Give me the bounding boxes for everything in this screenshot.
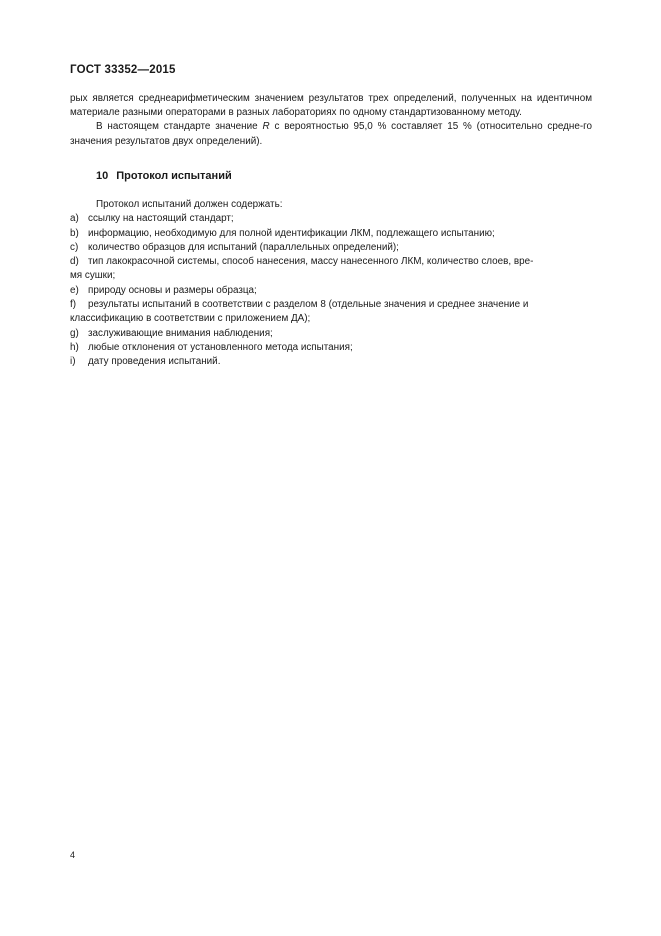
body-text-block	[70, 92, 592, 149]
requirements-list-block	[70, 198, 592, 370]
list-item-text: ссылку на настоящий стандарт;	[88, 213, 234, 225]
paragraph-text-before-symbol: В настоящем стандарте значение	[96, 121, 263, 133]
list-item-row	[70, 284, 592, 298]
list-item-marker: f)	[70, 299, 77, 311]
list-item-text: количество образцов для испытаний (параллельных определений);	[88, 241, 399, 253]
list-item	[70, 227, 592, 241]
list-item	[70, 298, 592, 327]
list-item-text: тип лакокрасочной системы, способ нанесения, массу нанесенного ЛКМ, количество слоев, вре-	[88, 256, 534, 268]
list-item	[70, 284, 592, 298]
list-item-text: результаты испытаний в соответствии с разделом 8 (отдельные значения и среднее значение и	[88, 299, 529, 311]
list-item-text: природу основы и размеры образца;	[88, 284, 257, 296]
list-item-marker: d)	[70, 256, 79, 268]
list-item	[70, 355, 592, 369]
list-item-marker: c)	[70, 241, 79, 253]
list-item-text: любые отклонения от установленного метода испытания;	[88, 341, 353, 353]
list-item-marker: a)	[70, 213, 79, 225]
list-item-row	[70, 255, 592, 269]
list-item-continuation: классификацию в соответствии с приложением ДА);	[70, 313, 311, 325]
section-heading	[96, 170, 232, 182]
list-item-row	[70, 341, 592, 355]
list-item-text: информацию, необходимую для полной идентификации ЛКМ, подлежащего испытанию;	[88, 227, 495, 239]
list-item-marker: b)	[70, 227, 79, 239]
list-item-marker: i)	[70, 356, 76, 368]
standard-header: ГОСТ 33352—2015	[70, 64, 176, 76]
list-intro-text: Протокол испытаний должен содержать:	[96, 199, 283, 210]
list-item-row	[70, 212, 592, 226]
list-item-row	[70, 298, 592, 312]
section-title: Протокол испытаний	[116, 170, 232, 182]
list-item	[70, 212, 592, 226]
paragraph-reproducibility	[70, 120, 592, 148]
list-item-row	[70, 241, 592, 255]
page-number: 4	[70, 850, 76, 860]
list-item-marker: e)	[70, 284, 79, 296]
list-item	[70, 241, 592, 255]
list-item-marker: g)	[70, 327, 79, 339]
list-item-text: заслуживающие внимания наблюдения;	[88, 327, 273, 339]
paragraph-continuation: рых является среднеарифметическим значением результатов трех определений, полученных на идентичном материале разными операторами в разных лабораториях по одному стандартизованному методу.	[70, 93, 592, 119]
list-item	[70, 255, 592, 284]
list-item-text: дату проведения испытаний.	[88, 356, 221, 368]
list-item-marker: h)	[70, 341, 79, 353]
list-item-continuation: мя сушки;	[70, 270, 116, 282]
list-item-row	[70, 227, 592, 241]
requirements-list	[70, 212, 592, 369]
list-item	[70, 341, 592, 355]
symbol-R: R	[262, 121, 270, 133]
paragraph-text-after-symbol: с вероятностью 95,0 % составляет 15 % (относительно средне-го значения результатов двух определений).	[70, 121, 592, 147]
section-number: 10	[96, 170, 109, 182]
list-item	[70, 327, 592, 341]
list-item-row	[70, 327, 592, 341]
list-item-row	[70, 355, 592, 369]
